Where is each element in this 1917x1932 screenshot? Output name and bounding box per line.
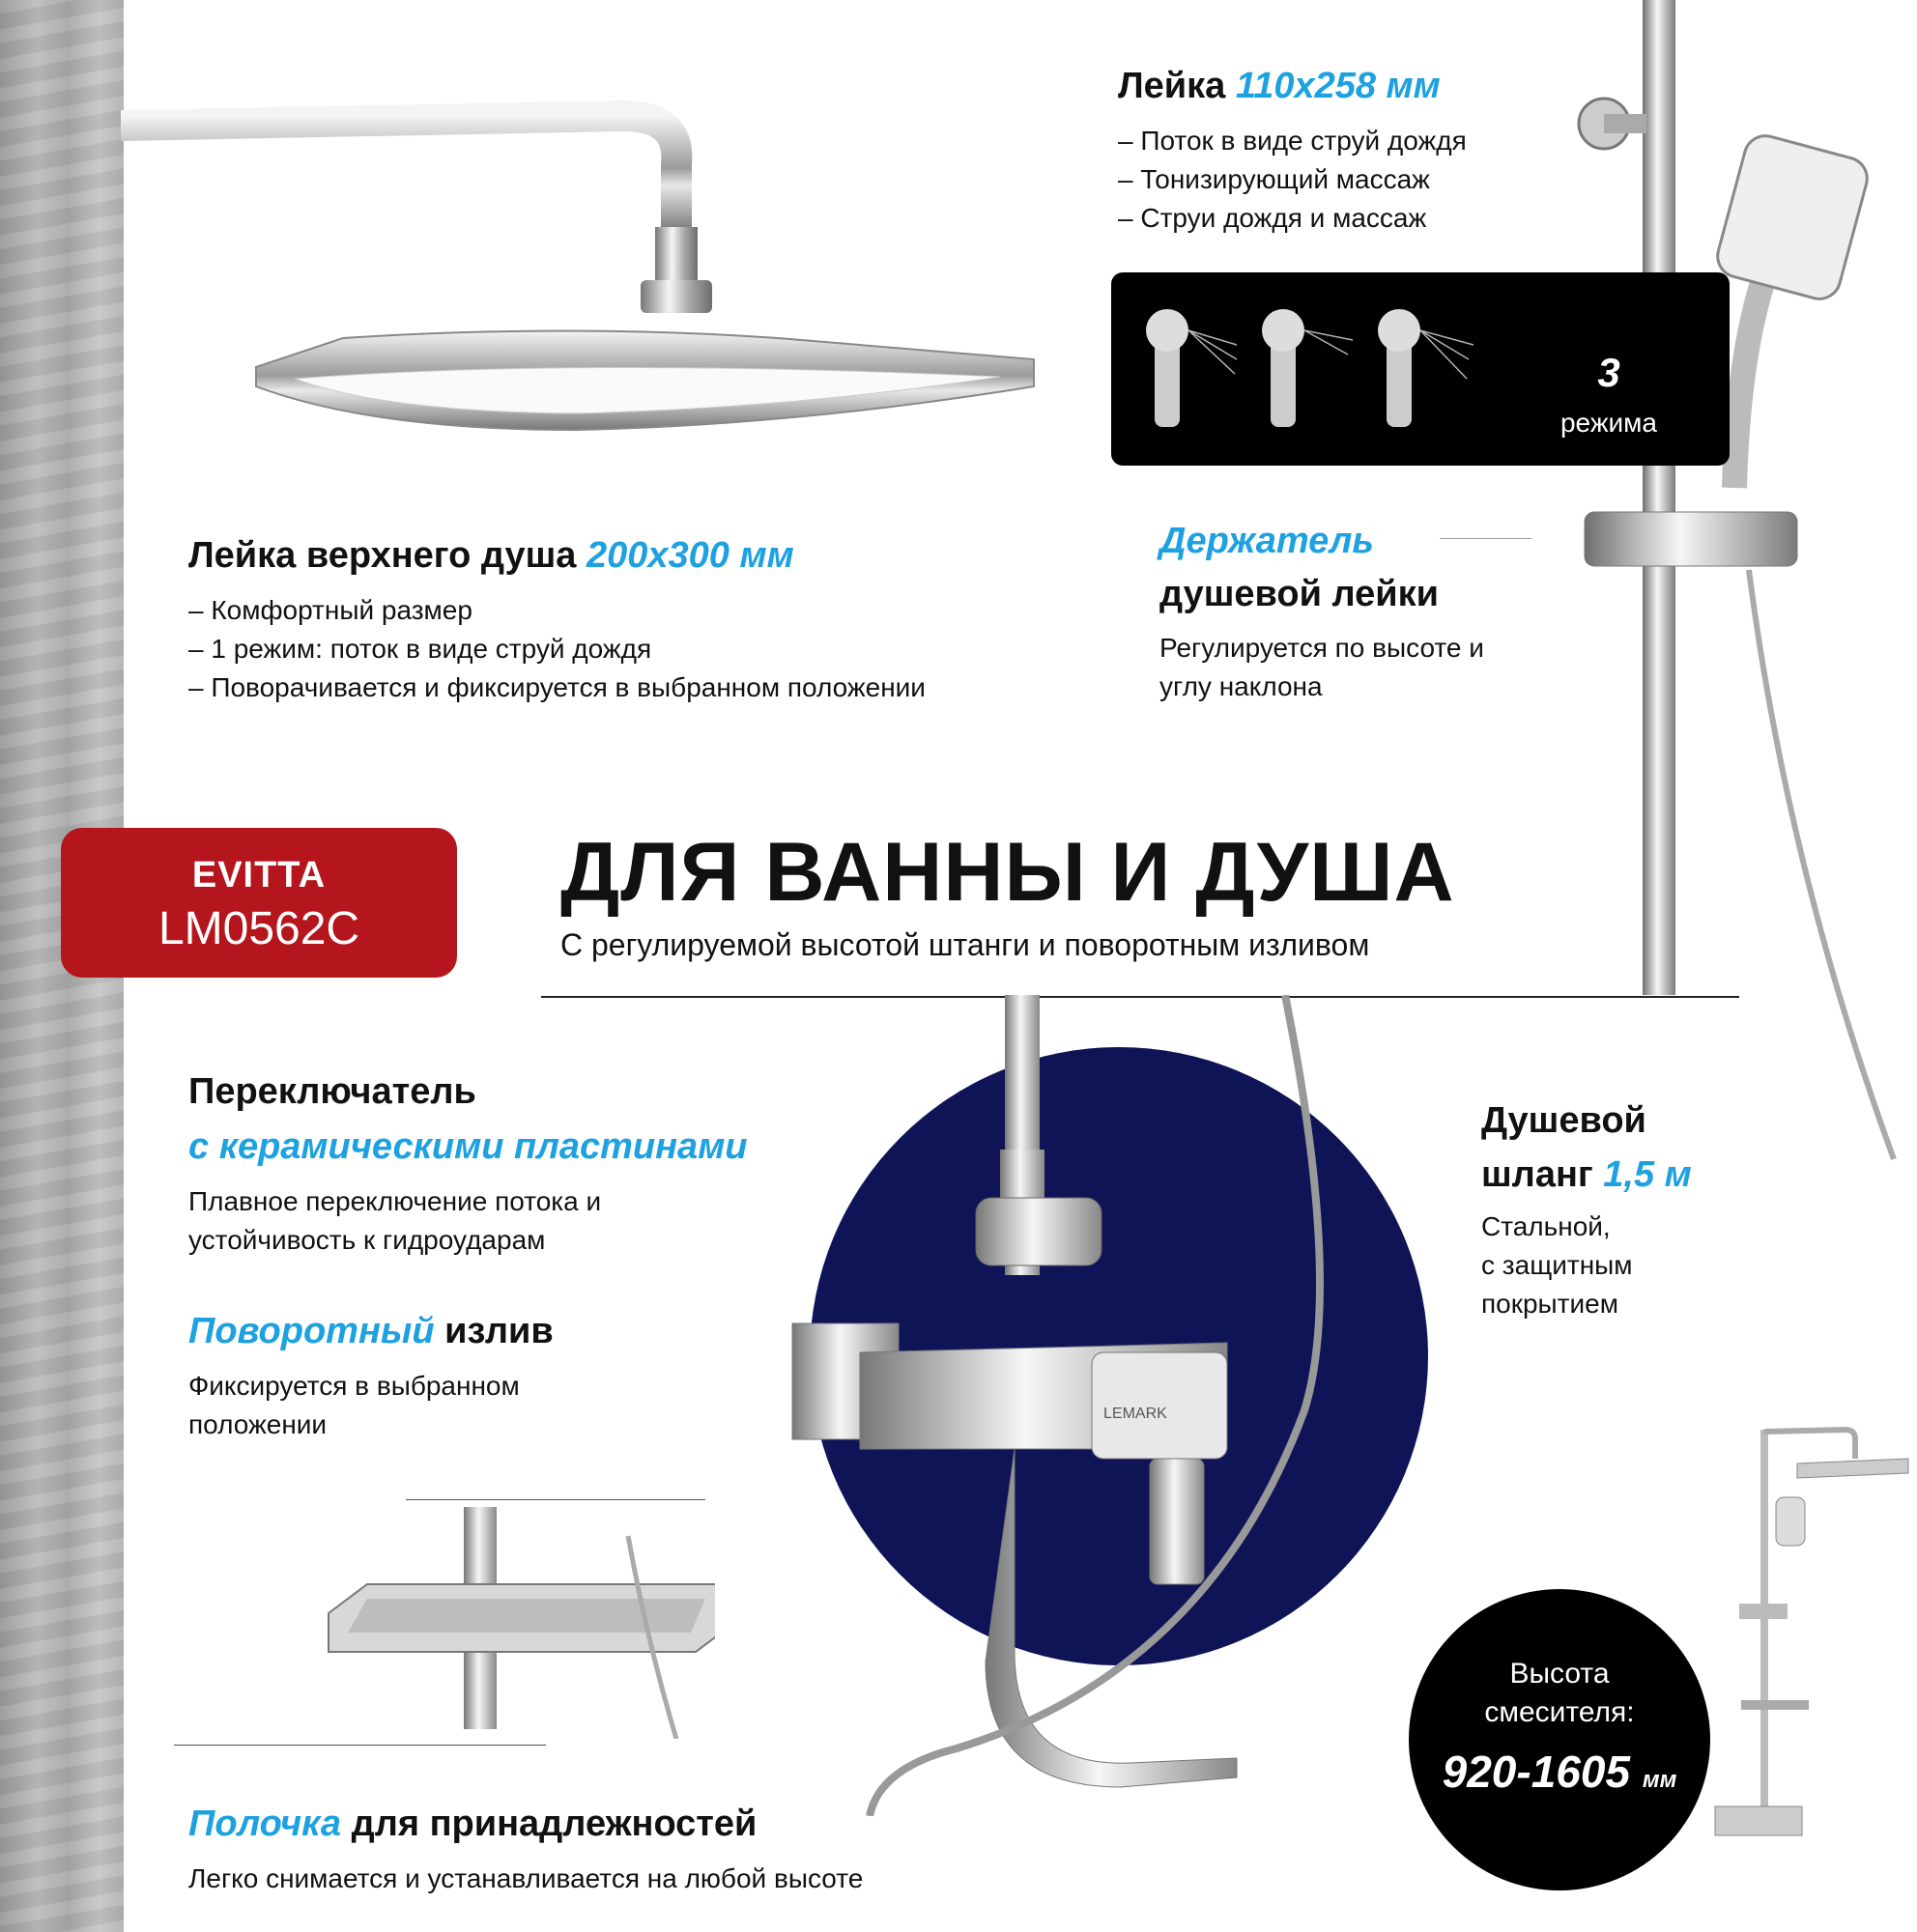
modes-label: режима	[1559, 408, 1658, 438]
holder-divider	[1440, 538, 1531, 539]
series-name: EVITTA	[191, 855, 327, 895]
height-label: Высота смесителя:	[1484, 1658, 1635, 1728]
overhead-shower-image	[121, 97, 1048, 464]
desc-line: покрытием	[1481, 1289, 1618, 1319]
mixer-image	[763, 995, 1362, 1816]
modes-count: 3	[1597, 350, 1620, 395]
model-number: LM0562C	[157, 903, 360, 954]
desc-line: Плавное переключение потока и	[188, 1186, 602, 1216]
logo-text: LEMARK	[1103, 1406, 1167, 1422]
feature-item: – Струи дождя и массаж	[1118, 203, 1427, 233]
hose-title: Душевой	[1481, 1100, 1646, 1141]
height-value: 920-1605 мм	[1442, 1747, 1677, 1797]
spray-modes-illustration	[1140, 301, 1546, 446]
spout-title: Поворотный излив	[188, 1311, 554, 1351]
shower-rail-image	[1565, 0, 1913, 1169]
hose-title-line2: шланг 1,5 м	[1481, 1154, 1692, 1195]
feature-item: – Комфортный размер	[188, 595, 472, 625]
feature-item: – Тонизирующий массаж	[1118, 164, 1430, 194]
desc-line: с защитным	[1481, 1250, 1633, 1280]
shelf-top-divider	[406, 1499, 705, 1500]
desc-line: Стальной,	[1481, 1211, 1611, 1241]
page-title: ДЛЯ ВАННЫ И ДУША	[560, 826, 1455, 919]
feature-item: – Поворачивается и фиксируется в выбранном положении	[188, 672, 926, 702]
feature-item: – Поток в виде струй дождя	[1118, 126, 1467, 156]
switch-title: Переключатель	[188, 1071, 476, 1112]
switch-desc	[188, 1182, 601, 1260]
overhead-title: Лейка верхнего душа 200x300 мм	[188, 535, 794, 576]
handheld-features	[1118, 122, 1467, 238]
desc-line: Фиксируется в выбранном	[188, 1371, 520, 1401]
desc-line: устойчивость к гидроударам	[188, 1225, 546, 1255]
feature-item: – 1 режим: поток в виде струй дождя	[188, 634, 652, 664]
shelf-image	[309, 1507, 715, 1739]
holder-title-accent: Держатель	[1159, 521, 1374, 561]
full-set-image	[1701, 1420, 1913, 1855]
desc-line: углу наклона	[1159, 671, 1323, 701]
overhead-features	[188, 591, 926, 707]
switch-title-accent: с керамическими пластинами	[188, 1126, 748, 1167]
shelf-desc: Легко снимается и устанавливается на любой высоте	[188, 1863, 864, 1893]
shelf-bottom-divider	[174, 1745, 546, 1746]
desc-line: положении	[188, 1409, 328, 1439]
model-badge	[61, 828, 457, 978]
desc-line: Регулируется по высоте и	[1159, 633, 1484, 663]
spout-desc	[188, 1367, 520, 1444]
height-badge	[1409, 1589, 1710, 1890]
holder-title: душевой лейки	[1159, 574, 1440, 614]
handheld-title: Лейка 110x258 мм	[1118, 66, 1441, 106]
hose-desc	[1481, 1208, 1633, 1323]
holder-desc	[1159, 629, 1484, 706]
shelf-title: Полочка для принадлежностей	[188, 1804, 758, 1844]
page-subtitle: С регулируемой высотой штанги и поворотным изливом	[560, 927, 1370, 962]
modes-panel	[1111, 272, 1730, 466]
